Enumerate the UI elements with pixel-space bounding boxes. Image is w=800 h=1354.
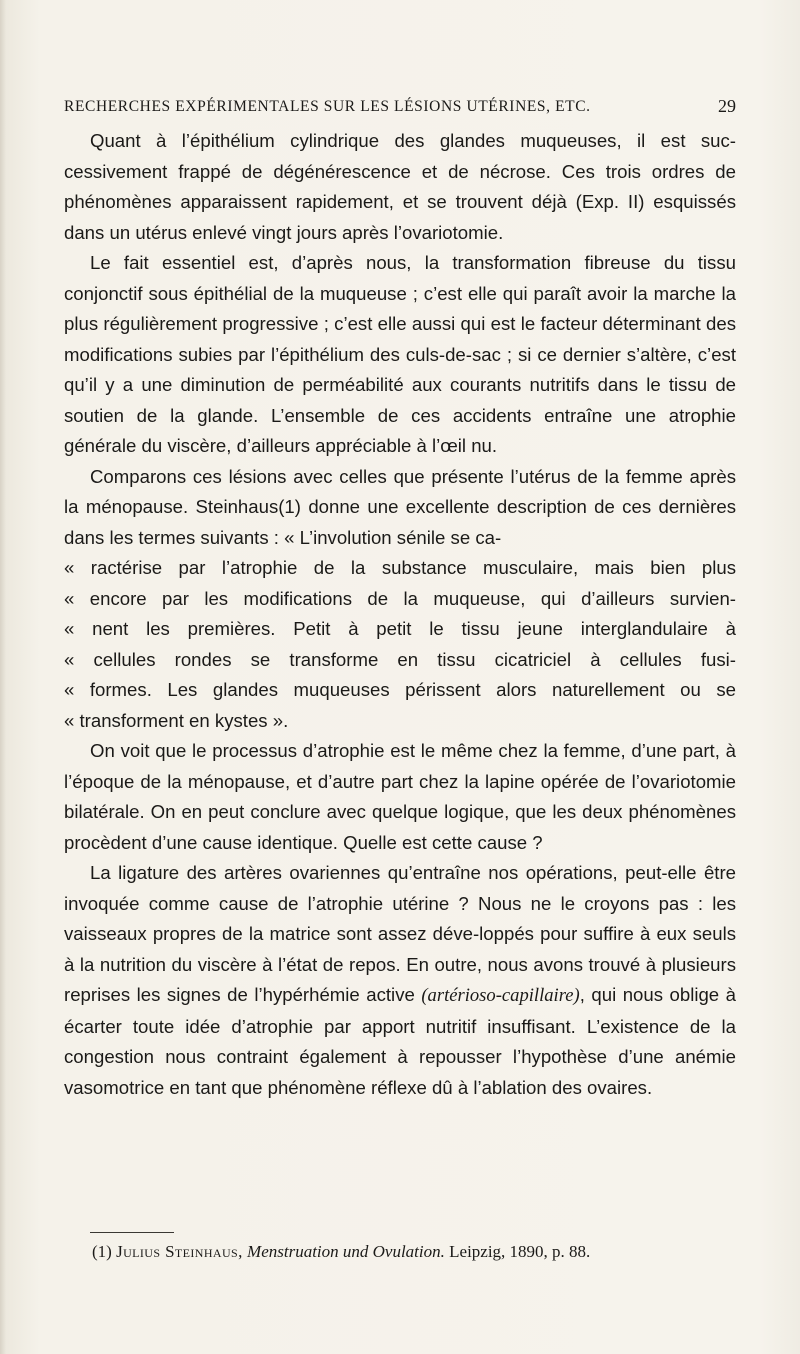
header-title: RECHERCHES EXPÉRIMENTALES SUR LES LÉSIONS UTÉRINES, ETC. — [64, 98, 591, 115]
body-text — [64, 126, 736, 1103]
footnote-work: Menstruation und Ovulation. — [247, 1242, 445, 1261]
paragraph-5 — [64, 858, 736, 1103]
paragraph-5-text-a: La ligature des artères ovariennes qu’entraîne nos opérations, peut-elle être invoquée comme cause de l’atrophie utérine ? Nous ne le croyons pas : les vaisseaux propres de la matrice sont assez déve-loppés pour suffire à eux seuls à la nutrition du viscère à l’état de repos. En outre, nous avons trouvé à plusieurs reprises les signes de l’hypérhémie active — [64, 862, 736, 1005]
paragraph-3-intro: Comparons ces lésions avec celles que présente l’utérus de la femme après la ménopause. Steinhaus(1) donne une excellente description de ces dernières dans les termes suivants : « L’involution sénile se ca- — [64, 465, 736, 548]
footnote-rest: Leipzig, 1890, p. 88. — [449, 1242, 591, 1261]
quote-line: « transforment en kystes ». — [64, 709, 289, 731]
paragraph-2: Le fait essentiel est, d’après nous, la transformation fibreuse du tissu conjonctif sous épithélial de la muqueuse ; c’est elle qui paraît avoir la marche la plus régulièrement progressive ; c’est elle aussi qui est le facteur déterminant des modifications subies par l’épithélium des culs-de-sac ; si ce dernier s’altère, c’est qu’il y a une diminution de perméabilité aux courants nutritifs dans le tissu de soutien de la glande. L’ensemble de ces accidents entraîne une atrophie générale du viscère, d’ailleurs appréciable à l’œil nu. — [64, 252, 736, 456]
footnote-author: Julius Steinhaus, — [116, 1242, 243, 1261]
quote-line: « cellules rondes se transforme en tissu cicatriciel à cellules fusi- — [64, 648, 736, 670]
quote-line: « nent les premières. Petit à petit le tissu jeune interglandulaire à — [64, 618, 736, 639]
footnote — [92, 1240, 742, 1264]
paragraph-5-text-b: , qui nous oblige à écarter toute idée d’atrophie par apport nutritif insuffisant. L’existence de la congestion nous contraint également à repousser l’hypothèse d’une anémie vasomotrice en tant que phénomène réflexe dû à l’ablation des ovaires. — [64, 984, 736, 1098]
footnote-rule — [90, 1232, 174, 1233]
quote-line: « formes. Les glandes muqueuses périssent alors naturellement ou se — [64, 679, 736, 700]
page-number: 29 — [718, 96, 736, 116]
paragraph-4: On voit que le processus d’atrophie est le même chez la femme, d’une part, à l’époque de la ménopause, et d’autre part chez la lapine opérée de l’ovariotomie bilatérale. On en peut conclure avec quelque logique, que les deux phénomènes procèdent d’une cause identique. Quelle est cette cause ? — [64, 740, 736, 853]
paragraph-1: Quant à l’épithélium cylindrique des glandes muqueuses, il est suc-cessivement frappé de dégénérescence et de nécrose. Ces trois ordres de phénomènes apparaissent rapidement, et se trouvent déjà (Exp. II) esquissés dans un utérus enlevé vingt jours après l’ovariotomie. — [64, 130, 736, 243]
paragraph-5-italic: (artérioso-capillaire) — [421, 985, 580, 1006]
quote-line: « ractérise par l’atrophie de la substance musculaire, mais bien plus — [64, 557, 736, 578]
quote-line: « encore par les modifications de la muqueuse, qui d’ailleurs survien- — [64, 587, 736, 609]
footnote-marker: (1) — [92, 1242, 112, 1261]
page-edge-shadow — [0, 0, 6, 1354]
running-header — [64, 98, 736, 120]
